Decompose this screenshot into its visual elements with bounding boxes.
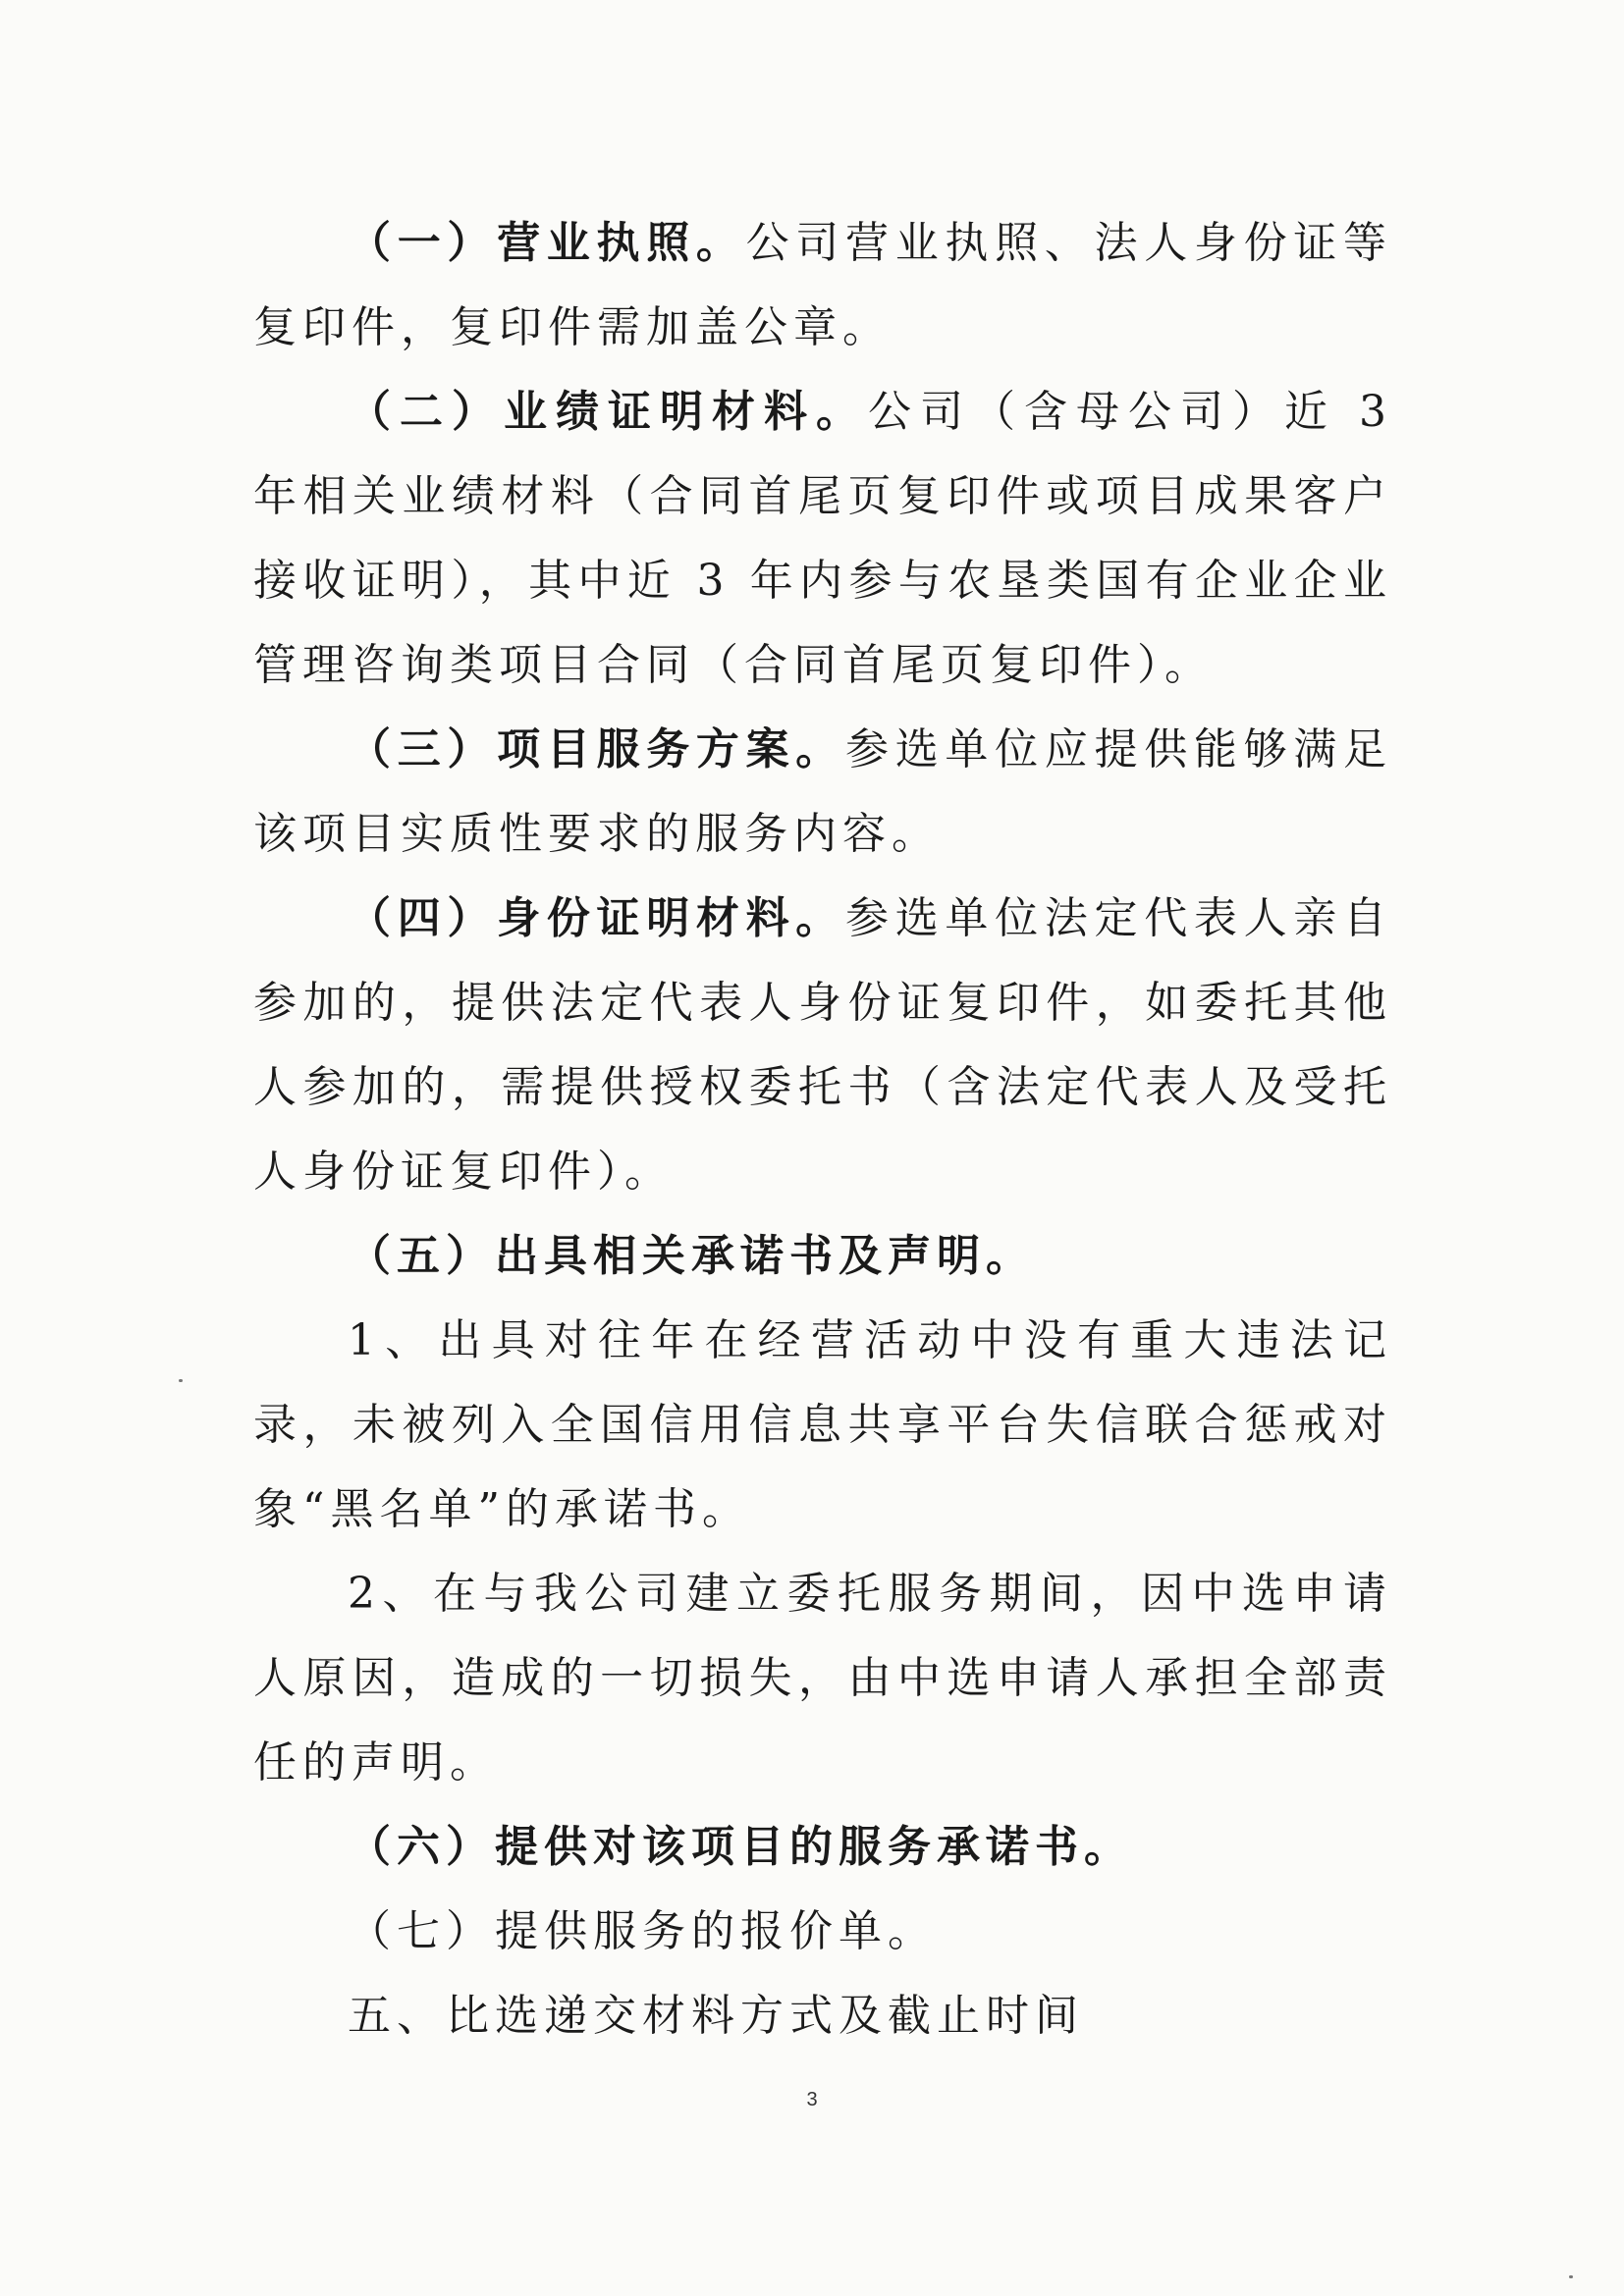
item-5-heading: （五）出具相关承诺书及声明。 bbox=[348, 1231, 1035, 1281]
item-2-performance-proof bbox=[253, 370, 1392, 708]
page-number: 3 bbox=[806, 2089, 818, 2110]
section-5-heading: 五、比选递交材料方式及截止时间 bbox=[348, 1991, 1084, 2041]
item-7-heading: （七）提供服务的报价单。 bbox=[348, 1906, 937, 1956]
scan-speck bbox=[1569, 2275, 1573, 2278]
item-6-heading: （六）提供对该项目的服务承诺书。 bbox=[348, 1822, 1133, 1872]
document-body bbox=[253, 201, 1392, 2058]
item-1-body: 公司营业执照、法人身份证等复印件，复印件需加盖公章。 bbox=[253, 218, 1393, 352]
item-3-service-plan bbox=[253, 708, 1392, 877]
item-5-sub-2: 2、在与我公司建立委托服务期间，因中选申请人原因，造成的一切损失，由中选申请人承担全部责任的声明。 bbox=[253, 1569, 1392, 1788]
item-5-sub-1: 1、出具对往年在经营活动中没有重大违法记录，未被列入全国信用信息共享平台失信联合惩戒对象“黑名单”的承诺书。 bbox=[253, 1315, 1392, 1534]
item-4-identity-proof bbox=[253, 877, 1392, 1214]
item-1-business-license bbox=[253, 201, 1392, 370]
item-2-lead: （二）业绩证明材料。 bbox=[348, 387, 869, 437]
item-3-body: 参选单位应提供能够满足该项目实质性要求的服务内容。 bbox=[253, 724, 1392, 859]
item-4-body: 参选单位法定代表人亲自参加的，提供法定代表人身份证复印件，如委托其他人参加的，需提供授权委托书（含法定代表人及受托人身份证复印件）。 bbox=[253, 893, 1392, 1197]
item-3-lead: （三）项目服务方案。 bbox=[348, 724, 845, 774]
item-2-body: 公司（含母公司）近 3 年相关业绩材料（合同首尾页复印件或项目成果客户接收证明），其中近 3 年内参与农垦类国有企业企业管理咨询类项目合同（合同首尾页复印件）。 bbox=[253, 387, 1393, 690]
item-1-lead: （一）营业执照。 bbox=[348, 218, 746, 268]
item-4-lead: （四）身份证明材料。 bbox=[348, 893, 845, 943]
scan-speck bbox=[179, 1379, 183, 1382]
